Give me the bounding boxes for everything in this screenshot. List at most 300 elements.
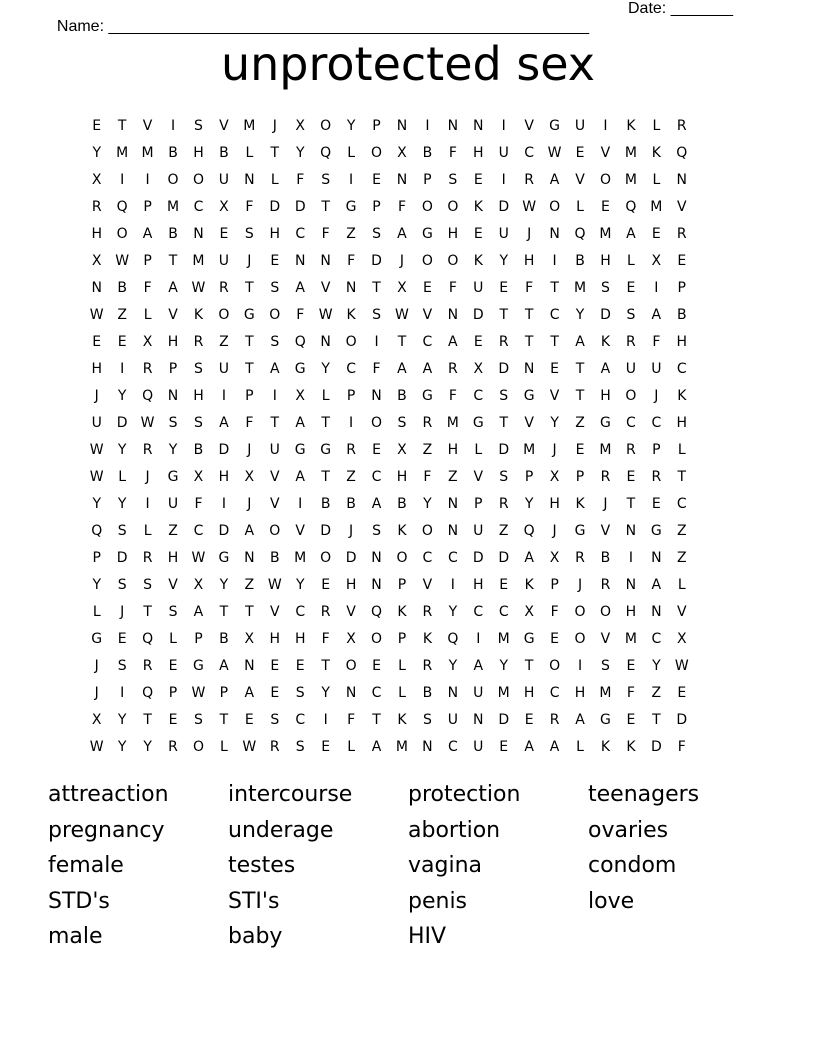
grid-letter: P [143,252,152,269]
grid-letter: Y [92,495,101,512]
grid-letter: Y [295,144,305,161]
grid-letter: V [676,198,687,215]
word-list-item: underage [228,817,334,843]
grid-letter: N [473,711,484,728]
grid-letter: N [345,684,357,701]
grid-letter: R [320,603,331,620]
grid-letter: H [218,468,230,485]
grid-letter: U [218,252,230,269]
grid-letter: R [142,657,153,674]
grid-letter: C [295,711,306,728]
grid-letter: O [218,306,230,323]
grid-letter: D [650,738,662,755]
grid-letter: E [92,333,102,350]
grid-letter: K [193,306,204,323]
grid-letter: L [576,198,584,215]
grid-letter: A [371,495,382,512]
grid-letter: N [447,684,459,701]
grid-letter: G [91,630,103,647]
grid-letter: E [626,468,636,485]
grid-letter: T [550,279,559,296]
grid-letter: R [422,657,433,674]
grid-letter: R [346,441,356,458]
grid-letter: Y [499,252,508,269]
grid-letter: N [625,522,637,539]
grid-letter: I [425,117,430,134]
grid-letter: K [524,576,534,593]
grid-letter: G [523,630,535,647]
word-list-item: ovaries [588,817,669,843]
grid-letter: I [628,549,633,566]
grid-letter: B [219,144,229,161]
grid-letter: E [499,279,509,296]
grid-letter: L [220,738,228,755]
grid-letter: X [295,117,306,134]
grid-letter: R [422,603,433,620]
grid-letter: E [626,657,636,674]
grid-letter: J [552,441,557,458]
grid-letter: J [272,117,277,134]
grid-letter: M [624,171,637,188]
name-field-label: Name: ______________________________________________________ [56,18,589,35]
grid-letter: U [473,279,484,296]
grid-letter: O [396,549,408,566]
grid-letter: X [219,198,229,215]
grid-letter: T [397,333,407,350]
grid-letter: Y [550,414,559,431]
grid-letter: Y [117,738,127,755]
grid-letter: K [397,711,407,728]
grid-letter: G [421,225,433,242]
grid-letter: R [142,441,153,458]
grid-letter: H [676,414,688,431]
grid-letter: G [600,711,611,728]
grid-row [84,382,695,409]
grid-letter: H [167,549,179,566]
grid-letter: V [168,576,178,593]
grid-letter: K [397,522,407,539]
grid-letter: F [372,360,381,377]
grid-letter: W [191,549,206,566]
grid-letter: C [626,414,636,431]
grid-letter: C [676,495,687,512]
grid-letter: K [651,144,661,161]
grid-letter: Q [574,225,586,242]
grid-letter: X [397,279,407,296]
grid-letter: C [193,522,204,539]
grid-letter: N [651,603,662,620]
grid-letter: T [143,603,152,620]
grid-letter: R [498,333,509,350]
grid-letter: O [345,657,357,674]
grid-letter: I [552,252,557,269]
grid-letter: N [193,225,204,242]
grid-letter: V [168,306,178,323]
grid-letter: W [547,144,562,161]
grid-letter: M [599,684,612,701]
grid-letter: N [447,117,459,134]
grid-letter: C [473,603,484,620]
grid-letter: R [524,171,535,188]
grid-letter: L [143,306,152,323]
grid-letter: H [294,630,306,647]
grid-letter: V [269,495,280,512]
grid-letter: O [421,198,433,215]
grid-letter: B [676,306,687,323]
grid-letter: I [603,117,608,134]
grid-letter: X [91,711,102,728]
grid-letter: U [473,522,484,539]
grid-letter: Y [92,144,101,161]
grid-row [84,598,695,625]
grid-letter: Y [117,387,127,404]
grid-letter: N [244,549,255,566]
page-title: unprotected sex [220,37,596,91]
grid-letter: Y [499,657,508,674]
grid-letter: T [677,468,687,485]
grid-letter: D [498,549,510,566]
word-list-item: love [588,888,635,914]
grid-letter: O [371,630,383,647]
grid-letter: X [142,333,153,350]
grid-letter: V [524,414,534,431]
grid-letter: P [168,360,178,377]
grid-letter: I [298,495,303,512]
grid-letter: L [245,144,254,161]
grid-letter: F [347,711,356,728]
grid-letter: S [499,387,509,404]
grid-letter: E [524,711,534,728]
word-list-item: abortion [408,817,501,843]
grid-letter: H [523,252,535,269]
grid-letter: U [91,414,102,431]
grid-letter: W [89,306,104,323]
grid-letter: R [142,549,153,566]
grid-letter: N [345,279,357,296]
grid-letter: O [549,657,561,674]
grid-letter: O [345,333,357,350]
grid-letter: T [321,468,330,485]
grid-letter: L [92,603,101,620]
grid-letter: C [371,468,382,485]
grid-letter: V [575,171,585,188]
grid-row [84,625,695,652]
grid-letter: O [447,252,459,269]
grid-letter: T [219,711,229,728]
grid-letter: N [320,252,331,269]
grid-letter: B [397,387,407,404]
grid-letter: I [349,414,354,431]
word-list-item: STI's [228,888,280,914]
grid-letter: X [473,360,484,377]
grid-letter: A [524,549,534,566]
grid-letter: D [294,198,306,215]
grid-letter: Z [575,414,585,431]
grid-letter: H [91,225,102,242]
letter-grid [84,112,695,760]
grid-letter: A [244,522,255,539]
grid-letter: B [269,549,280,566]
grid-letter: W [89,468,104,485]
grid-letter: L [118,468,127,485]
grid-letter: M [650,198,663,215]
grid-letter: J [577,576,583,593]
grid-letter: N [447,495,459,512]
grid-letter: L [398,684,406,701]
grid-letter: X [549,549,560,566]
grid-letter: W [318,306,333,323]
grid-letter: V [142,117,153,134]
word-list-item: condom [588,853,677,878]
grid-letter: T [245,333,254,350]
grid-letter: O [320,549,332,566]
grid-letter: F [397,198,406,215]
grid-letter: T [499,306,508,323]
grid-letter: I [221,495,226,512]
grid-letter: N [396,117,408,134]
grid-letter: T [321,198,330,215]
grid-letter: P [372,117,381,134]
grid-letter: X [524,603,534,620]
grid-letter: E [651,225,661,242]
grid-letter: S [194,414,203,431]
grid-letter: H [473,576,484,593]
grid-letter: T [550,333,559,350]
grid-letter: E [499,576,509,593]
grid-letter: K [575,495,585,512]
grid-letter: E [270,657,280,674]
grid-letter: C [346,360,356,377]
grid-letter: X [676,630,687,647]
grid-letter: H [574,684,586,701]
grid-letter: A [651,576,662,593]
word-list-item: STD's [48,888,110,914]
grid-letter: D [498,441,510,458]
grid-letter: K [473,198,483,215]
grid-letter: T [245,279,254,296]
grid-letter: O [599,171,611,188]
grid-letter: R [498,495,509,512]
grid-letter: Y [295,576,305,593]
grid-letter: P [143,198,152,215]
grid-letter: T [321,414,330,431]
grid-letter: Z [422,441,433,458]
grid-letter: I [374,333,379,350]
grid-letter: V [269,603,280,620]
grid-letter: Y [652,657,661,674]
grid-letter: D [498,711,510,728]
grid-letter: M [294,549,307,566]
grid-letter: C [651,630,662,647]
grid-letter: I [120,684,125,701]
grid-letter: N [320,333,331,350]
grid-letter: L [652,117,661,134]
grid-letter: R [142,360,153,377]
grid-row [84,274,695,301]
word-list-item: penis [408,888,468,914]
grid-letter: N [549,225,560,242]
grid-letter: E [677,684,687,701]
grid-letter: C [447,549,458,566]
grid-letter: J [552,522,557,539]
grid-letter: P [652,441,661,458]
grid-letter: F [677,738,686,755]
grid-letter: K [677,387,687,404]
grid-letter: W [522,198,537,215]
grid-letter: P [92,549,101,566]
grid-letter: Y [321,360,330,377]
grid-letter: F [194,495,203,512]
grid-letter: T [168,252,178,269]
grid-letter: M [523,441,536,458]
grid-letter: M [599,441,612,458]
grid-letter: O [116,225,128,242]
grid-letter: X [244,468,255,485]
grid-letter: Q [294,333,306,350]
grid-letter: P [219,684,229,701]
grid-letter: M [141,144,154,161]
grid-letter: Q [371,603,383,620]
grid-letter: Q [91,522,103,539]
grid-letter: R [676,225,687,242]
grid-letter: H [625,603,637,620]
grid-row [84,301,695,328]
grid-letter: A [549,738,560,755]
grid-letter: V [422,576,433,593]
word-list-item: intercourse [228,782,353,807]
grid-letter: P [423,171,432,188]
grid-letter: K [626,738,636,755]
grid-letter: G [320,441,332,458]
grid-letter: H [447,441,459,458]
grid-letter: I [476,630,481,647]
grid-letter: O [574,630,586,647]
grid-letter: S [601,657,610,674]
grid-letter: Z [448,468,458,485]
grid-letter: A [626,225,636,242]
grid-letter: V [219,117,229,134]
grid-letter: R [219,279,229,296]
grid-letter: Y [575,306,585,323]
grid-letter: B [168,225,178,242]
grid-letter: E [601,198,610,215]
grid-letter: D [269,198,281,215]
grid-letter: D [472,549,484,566]
grid-letter: S [117,576,127,593]
grid-letter: N [422,738,433,755]
header [48,0,748,35]
grid-letter: O [625,387,637,404]
grid-letter: I [501,117,506,134]
grid-letter: P [346,387,356,404]
grid-letter: V [295,522,305,539]
grid-letter: P [397,576,407,593]
grid-letter: S [194,117,203,134]
grid-letter: L [398,657,406,674]
grid-letter: W [191,684,206,701]
grid-letter: T [575,387,585,404]
grid-letter: E [270,252,280,269]
grid-row [84,679,695,706]
grid-letter: G [167,468,179,485]
grid-letter: P [372,198,381,215]
grid-letter: T [524,306,534,323]
grid-letter: A [142,225,153,242]
grid-row [84,193,695,220]
grid-letter: J [349,522,354,539]
grid-letter: O [421,252,433,269]
grid-letter: A [575,711,585,728]
grid-letter: E [499,738,509,755]
grid-letter: N [167,387,179,404]
grid-letter: P [550,576,559,593]
word-list-item: vagina [408,853,483,878]
grid-letter: L [677,441,686,458]
grid-letter: D [345,549,357,566]
grid-letter: G [421,387,433,404]
grid-letter: F [448,144,457,161]
grid-letter: A [600,360,611,377]
grid-letter: E [550,360,560,377]
grid-letter: V [473,468,484,485]
grid-letter: C [651,414,662,431]
grid-letter: O [167,171,179,188]
grid-letter: C [524,144,535,161]
grid-row [84,247,695,274]
word-list-item: HIV [408,924,447,949]
grid-letter: B [219,630,229,647]
grid-letter: E [117,333,127,350]
grid-letter: I [501,171,506,188]
grid-letter: P [524,468,534,485]
grid-letter: T [245,603,254,620]
grid-letter: H [473,144,484,161]
grid-letter: U [218,360,230,377]
grid-letter: Y [448,603,458,620]
grid-letter: Q [447,630,459,647]
grid-letter: R [447,360,458,377]
grid-letter: X [549,468,560,485]
grid-letter: A [244,684,255,701]
grid-letter: U [269,441,280,458]
grid-letter: N [447,522,459,539]
grid-letter: J [94,684,99,701]
grid-letter: Q [142,684,154,701]
grid-letter: D [116,414,128,431]
grid-letter: T [143,711,152,728]
grid-letter: I [577,657,583,674]
grid-letter: S [372,522,381,539]
grid-letter: P [677,279,686,296]
grid-letter: A [269,360,280,377]
grid-letter: Q [142,630,154,647]
grid-letter: U [218,171,230,188]
grid-letter: A [422,360,433,377]
grid-letter: S [321,171,331,188]
grid-letter: I [221,387,226,404]
grid-letter: T [626,495,636,512]
grid-letter: X [91,252,102,269]
grid-letter: O [447,198,459,215]
grid-letter: R [676,117,687,134]
grid-letter: S [270,279,280,296]
grid-letter: U [473,738,484,755]
grid-letter: W [267,576,282,593]
grid-letter: S [244,225,254,242]
grid-letter: N [244,657,255,674]
grid-letter: R [91,198,102,215]
word-list-item: attreaction [48,782,169,807]
